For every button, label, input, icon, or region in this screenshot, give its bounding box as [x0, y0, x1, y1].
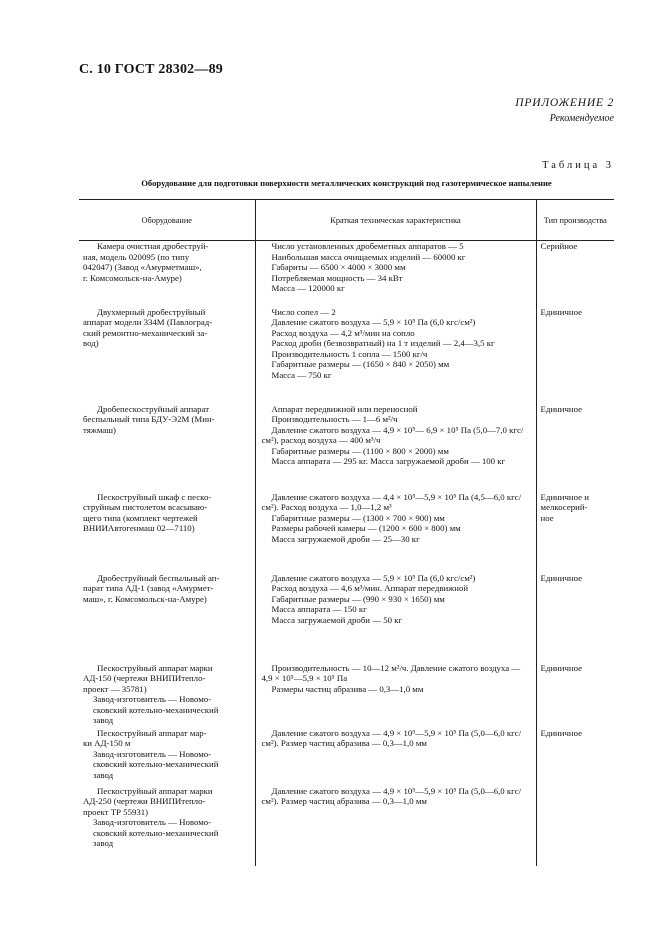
manufacturer-note: завод — [93, 715, 114, 726]
specification-cell — [255, 786, 536, 866]
manufacturer-note: сковский котельно-механический — [93, 827, 219, 838]
specification-item: Габаритные размеры — (990 × 930 × 1650) мм — [271, 593, 445, 604]
specification-item: Масса — 750 кг — [271, 370, 332, 381]
specification-item: Давление сжатого воздуха — 5,9 × 10⁵ Па (6,0 кгс/см²) — [271, 317, 476, 328]
equipment-cell — [79, 786, 255, 866]
specification-item: Масса загружаемой дроби — 50 кг — [271, 614, 403, 625]
manufacturer-note: сковский котельно-механический — [93, 704, 219, 715]
equipment-text: г. Комсомольск-на-Амуре) — [83, 272, 182, 283]
equipment-text: тяжмаш) — [83, 424, 116, 435]
production-type: Единичное — [540, 662, 583, 673]
production-type: Единичное — [540, 727, 583, 738]
equipment-cell — [79, 663, 255, 728]
specification-cell — [255, 404, 536, 492]
equipment-cell — [79, 307, 255, 404]
specification-item: Расход воздуха — 4,6 м³/мин. Аппарат передвижной — [271, 583, 469, 594]
specification-item: Давление сжатого воздуха — 4,9 × 10⁵—5,9 × 10⁵ Па (5,0—6,0 кгс/см²). Размер частиц абразива — 0,3—1,0 мм — [261, 727, 522, 749]
column-header-production-type: Тип производства — [536, 200, 614, 241]
specification-item: Давление сжатого воздуха — 5,9 × 10⁵ Па (6,0 кгс/см²) — [271, 572, 476, 583]
specification-cell — [255, 663, 536, 728]
equipment-text: маш», г. Комсомольск-на-Амуре) — [83, 593, 207, 604]
table-title: Оборудование для подготовки поверхности металлических конструкций под газотермическое напыление — [141, 178, 552, 188]
production-type-cell — [536, 573, 614, 663]
equipment-text: Камера очистная дробеструй- — [97, 241, 209, 251]
production-type: Единичное — [540, 306, 583, 317]
production-type-cell — [536, 663, 614, 728]
production-type-cell — [536, 307, 614, 404]
table-body — [79, 241, 614, 866]
specification-item: Наибольшая масса очищаемых изделий — 60000 кг — [271, 251, 466, 262]
manufacturer-note: сковский котельно-механический — [93, 759, 219, 770]
table-header-row — [79, 200, 614, 241]
specification-cell — [255, 728, 536, 786]
equipment-text: ная, модель 020095 (по типу — [83, 251, 190, 262]
equipment-text: Пескоструйный аппарат марки — [97, 662, 213, 673]
equipment-text: щего типа (комплект чертежей — [83, 512, 198, 523]
production-type: Единичное — [540, 403, 583, 414]
table-row — [79, 241, 614, 307]
specification-item: Габаритные размеры — (1650 × 840 × 2050) мм — [271, 359, 450, 370]
equipment-text: АД-150 (чертежи ВНИПИтепло- — [83, 673, 206, 684]
table-row — [79, 663, 614, 728]
specification-item: Масса загружаемой дроби — 25—30 кг — [271, 533, 420, 544]
specification-item: Размеры частиц абразива — 0,3—1,0 мм — [271, 683, 424, 694]
production-type: Серийное — [540, 241, 578, 251]
specification-item: Давление сжатого воздуха — 4,9 × 10⁵— 6,9 × 10⁵ Па (5,0—7,0 кгс/см²), расход воздуха — 400 м³/ч — [261, 424, 524, 446]
manufacturer-note: Завод-изготовитель — Новомо- — [93, 817, 212, 828]
manufacturer-note: завод — [93, 838, 114, 849]
equipment-cell — [79, 728, 255, 786]
equipment-text: АД-250 (чертежи ВНИПИтепло- — [83, 796, 206, 807]
specification-item: Масса аппарата — 295 кг. Масса загружаемой дроби — 100 кг — [271, 456, 506, 467]
specification-item: Число установленных дробеметных аппаратов — 5 — [271, 241, 464, 251]
appendix-block — [515, 96, 614, 126]
production-type: мелкосерий- — [540, 502, 588, 513]
specification-item: Производительность 1 сопла — 1500 кг/ч — [271, 348, 428, 359]
equipment-cell — [79, 241, 255, 307]
equipment-cell — [79, 404, 255, 492]
equipment-cell — [79, 573, 255, 663]
equipment-text: Дробепескоструйный аппарат — [97, 403, 210, 414]
equipment-text: ВНИИАвтогенмаш 02—7110) — [83, 523, 195, 534]
equipment-text: проект — 35781) — [83, 683, 147, 694]
table-row — [79, 307, 614, 404]
appendix-title: ПРИЛОЖЕНИЕ 2 — [515, 97, 614, 109]
equipment-text: парат типа АД-1 (завод «Амурмет- — [83, 583, 214, 594]
specification-item: Число сопел — 2 — [271, 306, 336, 317]
page-title: С. 10 ГОСТ 28302—89 — [79, 62, 223, 77]
equipment-text: Пескоструйный аппарат марки — [97, 785, 213, 796]
production-type-cell — [536, 786, 614, 866]
equipment-cell — [79, 492, 255, 573]
equipment-text: аппарат модели 334М (Павлоград- — [83, 317, 213, 328]
specification-item: Расход воздуха — 4,2 м³/мин на сопло — [271, 327, 415, 338]
equipment-text: Двухмерный дробеструйный — [97, 306, 206, 317]
equipment-text: 042047) (Завод «Амурметмаш», — [83, 262, 202, 273]
table-row — [79, 728, 614, 786]
manufacturer-note: Завод-изготовитель — Новомо- — [93, 694, 212, 705]
appendix-subtitle: Рекомендуемое — [549, 113, 614, 124]
specification-item: Потребляемая мощность — 34 кВт — [271, 272, 403, 283]
equipment-text: проект ТР 55931) — [83, 806, 149, 817]
production-type-cell — [536, 728, 614, 786]
equipment-text: струйным пистолетом всасываю- — [83, 502, 208, 513]
table-row — [79, 786, 614, 866]
table-row — [79, 492, 614, 573]
manufacturer-note: завод — [93, 769, 114, 780]
production-type-cell — [536, 404, 614, 492]
production-type: ное — [540, 512, 554, 523]
specification-cell — [255, 241, 536, 307]
production-type: Единичное и — [540, 491, 589, 502]
table-row — [79, 404, 614, 492]
specification-item: Размеры рабочей камеры — (1200 × 600 × 800) мм — [271, 523, 461, 534]
specification-item: Производительность — 1—6 м²/ч — [271, 414, 398, 425]
table-row — [79, 573, 614, 663]
column-header-specification: Краткая техническая характеристика — [255, 200, 536, 241]
equipment-text: Пескоструйный шкаф с песко- — [97, 491, 212, 502]
specification-item: Габариты — 6500 × 4000 × 3000 мм — [271, 262, 406, 273]
equipment-text: беспыльный типа БДУ-Э2М (Мин- — [83, 414, 215, 425]
equipment-text: ский ремонтно-механический за- — [83, 327, 208, 338]
production-type-cell — [536, 492, 614, 573]
production-type-cell — [536, 241, 614, 307]
specification-item: Габаритные размеры — (1300 × 700 × 900) мм — [271, 512, 445, 523]
manufacturer-note: Завод-изготовитель — Новомо- — [93, 748, 212, 759]
production-type: Единичное — [540, 572, 583, 583]
specification-item: Давление сжатого воздуха — 4,4 × 10⁵—5,9 × 10⁵ Па (4,5—6,0 кгс/см²). Расход воздуха — 1,0—1,2 м³ — [261, 491, 522, 513]
equipment-text: вод) — [83, 338, 99, 349]
specification-item: Масса аппарата — 150 кг — [271, 604, 367, 615]
specification-cell — [255, 307, 536, 404]
specification-cell — [255, 573, 536, 663]
column-header-equipment: Оборудование — [79, 200, 255, 241]
specification-item: Производительность — 10—12 м²/ч. Давление сжатого воздуха — 4,9 × 10⁵—5,9 × 10⁵ Па — [261, 662, 521, 684]
table-number: Таблица 3 — [542, 160, 614, 171]
equipment-text: Дробеструйный беспыльный ап- — [97, 572, 220, 583]
specification-item: Масса — 120000 кг — [271, 283, 345, 294]
equipment-table — [79, 199, 614, 866]
specification-item: Давление сжатого воздуха — 4,9 × 10⁵—5,9 × 10⁵ Па (5,0—6,0 кгс/см²). Размер частиц абразива — 0,3—1,0 мм — [261, 785, 522, 807]
equipment-text: Пескоструйный аппарат мар- — [97, 727, 207, 738]
specification-item: Аппарат передвижной или переносной — [271, 403, 418, 414]
specification-item: Расход дроби (безвозвратный) на 1 т изделий — 2,4—3,5 кг — [271, 338, 495, 349]
specification-cell — [255, 492, 536, 573]
equipment-text: ки АД-150 м — [83, 738, 131, 749]
specification-item: Габаритные размеры — (1100 × 800 × 2000) мм — [271, 445, 449, 456]
